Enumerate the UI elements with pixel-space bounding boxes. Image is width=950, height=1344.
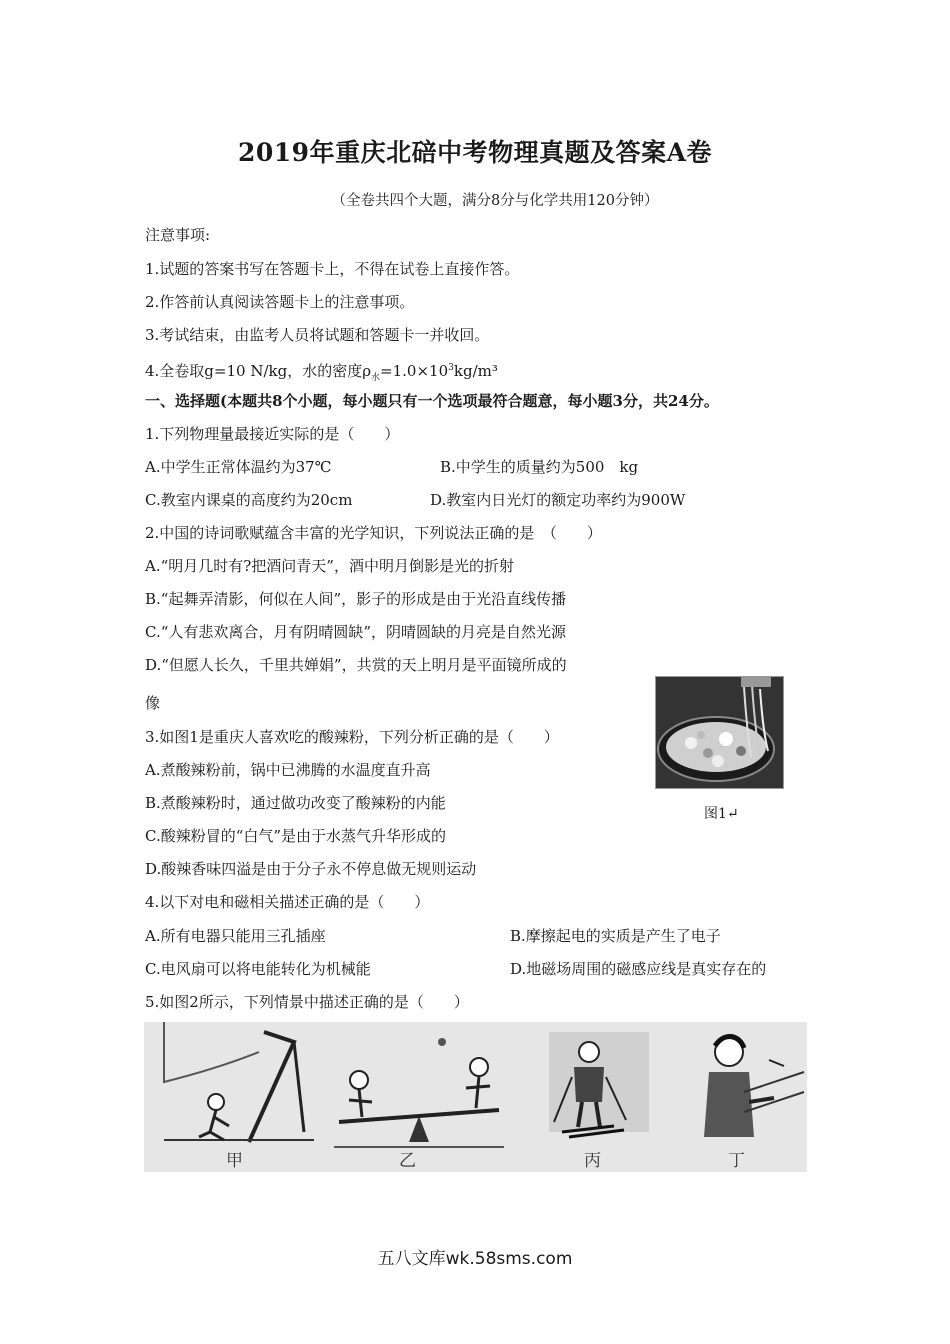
page-subtitle: （全卷共四个大题，满分8分与化学共用120分钟） [331, 193, 659, 209]
note-item-4 [145, 358, 498, 388]
figure-1-caption: 图1↵ [704, 806, 739, 822]
panel-label-jia: 甲 [226, 1151, 243, 1171]
figure-2-illustration [144, 1022, 807, 1172]
q3-option-d: D.酸辣香味四溢是由于分子永不停息做无规则运动 [145, 860, 477, 878]
q1-option-d: D.教室内日光灯的额定功率约为900W [430, 491, 686, 509]
q1-option-b: B.中学生的质量约为500 kg [440, 458, 639, 476]
panel-label-yi: 乙 [399, 1151, 416, 1171]
q4-option-a: A.所有电器只能用三孔插座 [145, 927, 326, 945]
q4-option-c: C.电风扇可以将电能转化为机械能 [145, 960, 371, 978]
q2-option-d: D.“但愿人长久，千里共婵娟”，共赏的天上明月是平面镜所成的 [145, 656, 567, 674]
q3-stem: 3.如图1是重庆人喜欢吃的酸辣粉，下列分析正确的是（ ） [145, 728, 559, 746]
panel-label-ding: 丁 [728, 1151, 745, 1171]
q3-option-b: B.煮酸辣粉时，通过做功改变了酸辣粉的内能 [145, 794, 446, 812]
note-item-4-mid: =1.0×10 [380, 362, 449, 380]
q1-option-c: C.教室内课桌的高度约为20cm [145, 491, 353, 509]
q2-option-c: C.“人有悲欢离合，月有阴晴圆缺”，阴晴圆缺的月亮是自然光源 [145, 623, 567, 641]
q1-stem: 1.下列物理量最接近实际的是（ ） [145, 425, 400, 443]
figure-2-scenes-image [144, 1022, 807, 1172]
q1-option-a: A.中学生正常体温约为37℃ [145, 458, 332, 476]
q4-stem: 4.以下对电和磁相关描述正确的是（ ） [145, 893, 430, 911]
q2-option-a: A.“明月几时有?把酒问青天”，酒中明月倒影是光的折射 [145, 557, 514, 575]
note-item-1: 1.试题的答案书写在答题卡上，不得在试卷上直接作答。 [145, 260, 520, 278]
notes-heading: 注意事项: [145, 226, 211, 244]
note-item-2: 2.作答前认真阅读答题卡上的注意事项。 [145, 293, 415, 311]
footer-watermark-text: 五八文库wk.58sms.com [377, 1249, 573, 1269]
figure-1-noodle-bowl-image [655, 676, 784, 789]
q2-option-d-continued: 像 [145, 694, 161, 712]
q2-stem: 2.中国的诗词歌赋蕴含丰富的光学知识，下列说法正确的是 （ ） [145, 524, 602, 542]
q2-option-b: B.“起舞弄清影，何似在人间”，影子的形成是由于光沿直线传播 [145, 590, 567, 608]
panel-label-bing: 丙 [584, 1151, 601, 1171]
note-item-4-suffix: kg/m³ [453, 362, 498, 380]
q5-stem: 5.如图2所示，下列情景中描述正确的是（ ） [145, 993, 469, 1011]
noodle-bowl-illustration [656, 677, 783, 788]
q4-option-d: D.地磁场周围的磁感应线是真实存在的 [510, 960, 767, 978]
q4-option-b: B.摩擦起电的实质是产生了电子 [510, 927, 721, 945]
note-item-4-prefix: 4.全卷取g=10 N/kg，水的密度ρ [145, 362, 372, 380]
note-item-4-sub: 水 [371, 373, 381, 383]
note-item-3: 3.考试结束，由监考人员将试题和答题卡一并收回。 [145, 326, 490, 344]
q3-option-c: C.酸辣粉冒的“白气”是由于水蒸气升华形成的 [145, 827, 447, 845]
panel-bing-skier-scene [549, 1032, 649, 1137]
note-item-4-sup: 3 [448, 363, 454, 373]
page-title: 2019年重庆北碚中考物理真题及答案A卷 [238, 138, 712, 167]
section1-heading: 一、选择题(本题共8个小题，每小题只有一个选项最符合题意，每小题3分，共24分。 [145, 392, 719, 410]
q3-option-a: A.煮酸辣粉前，锅中已沸腾的水温度直升高 [145, 761, 431, 779]
